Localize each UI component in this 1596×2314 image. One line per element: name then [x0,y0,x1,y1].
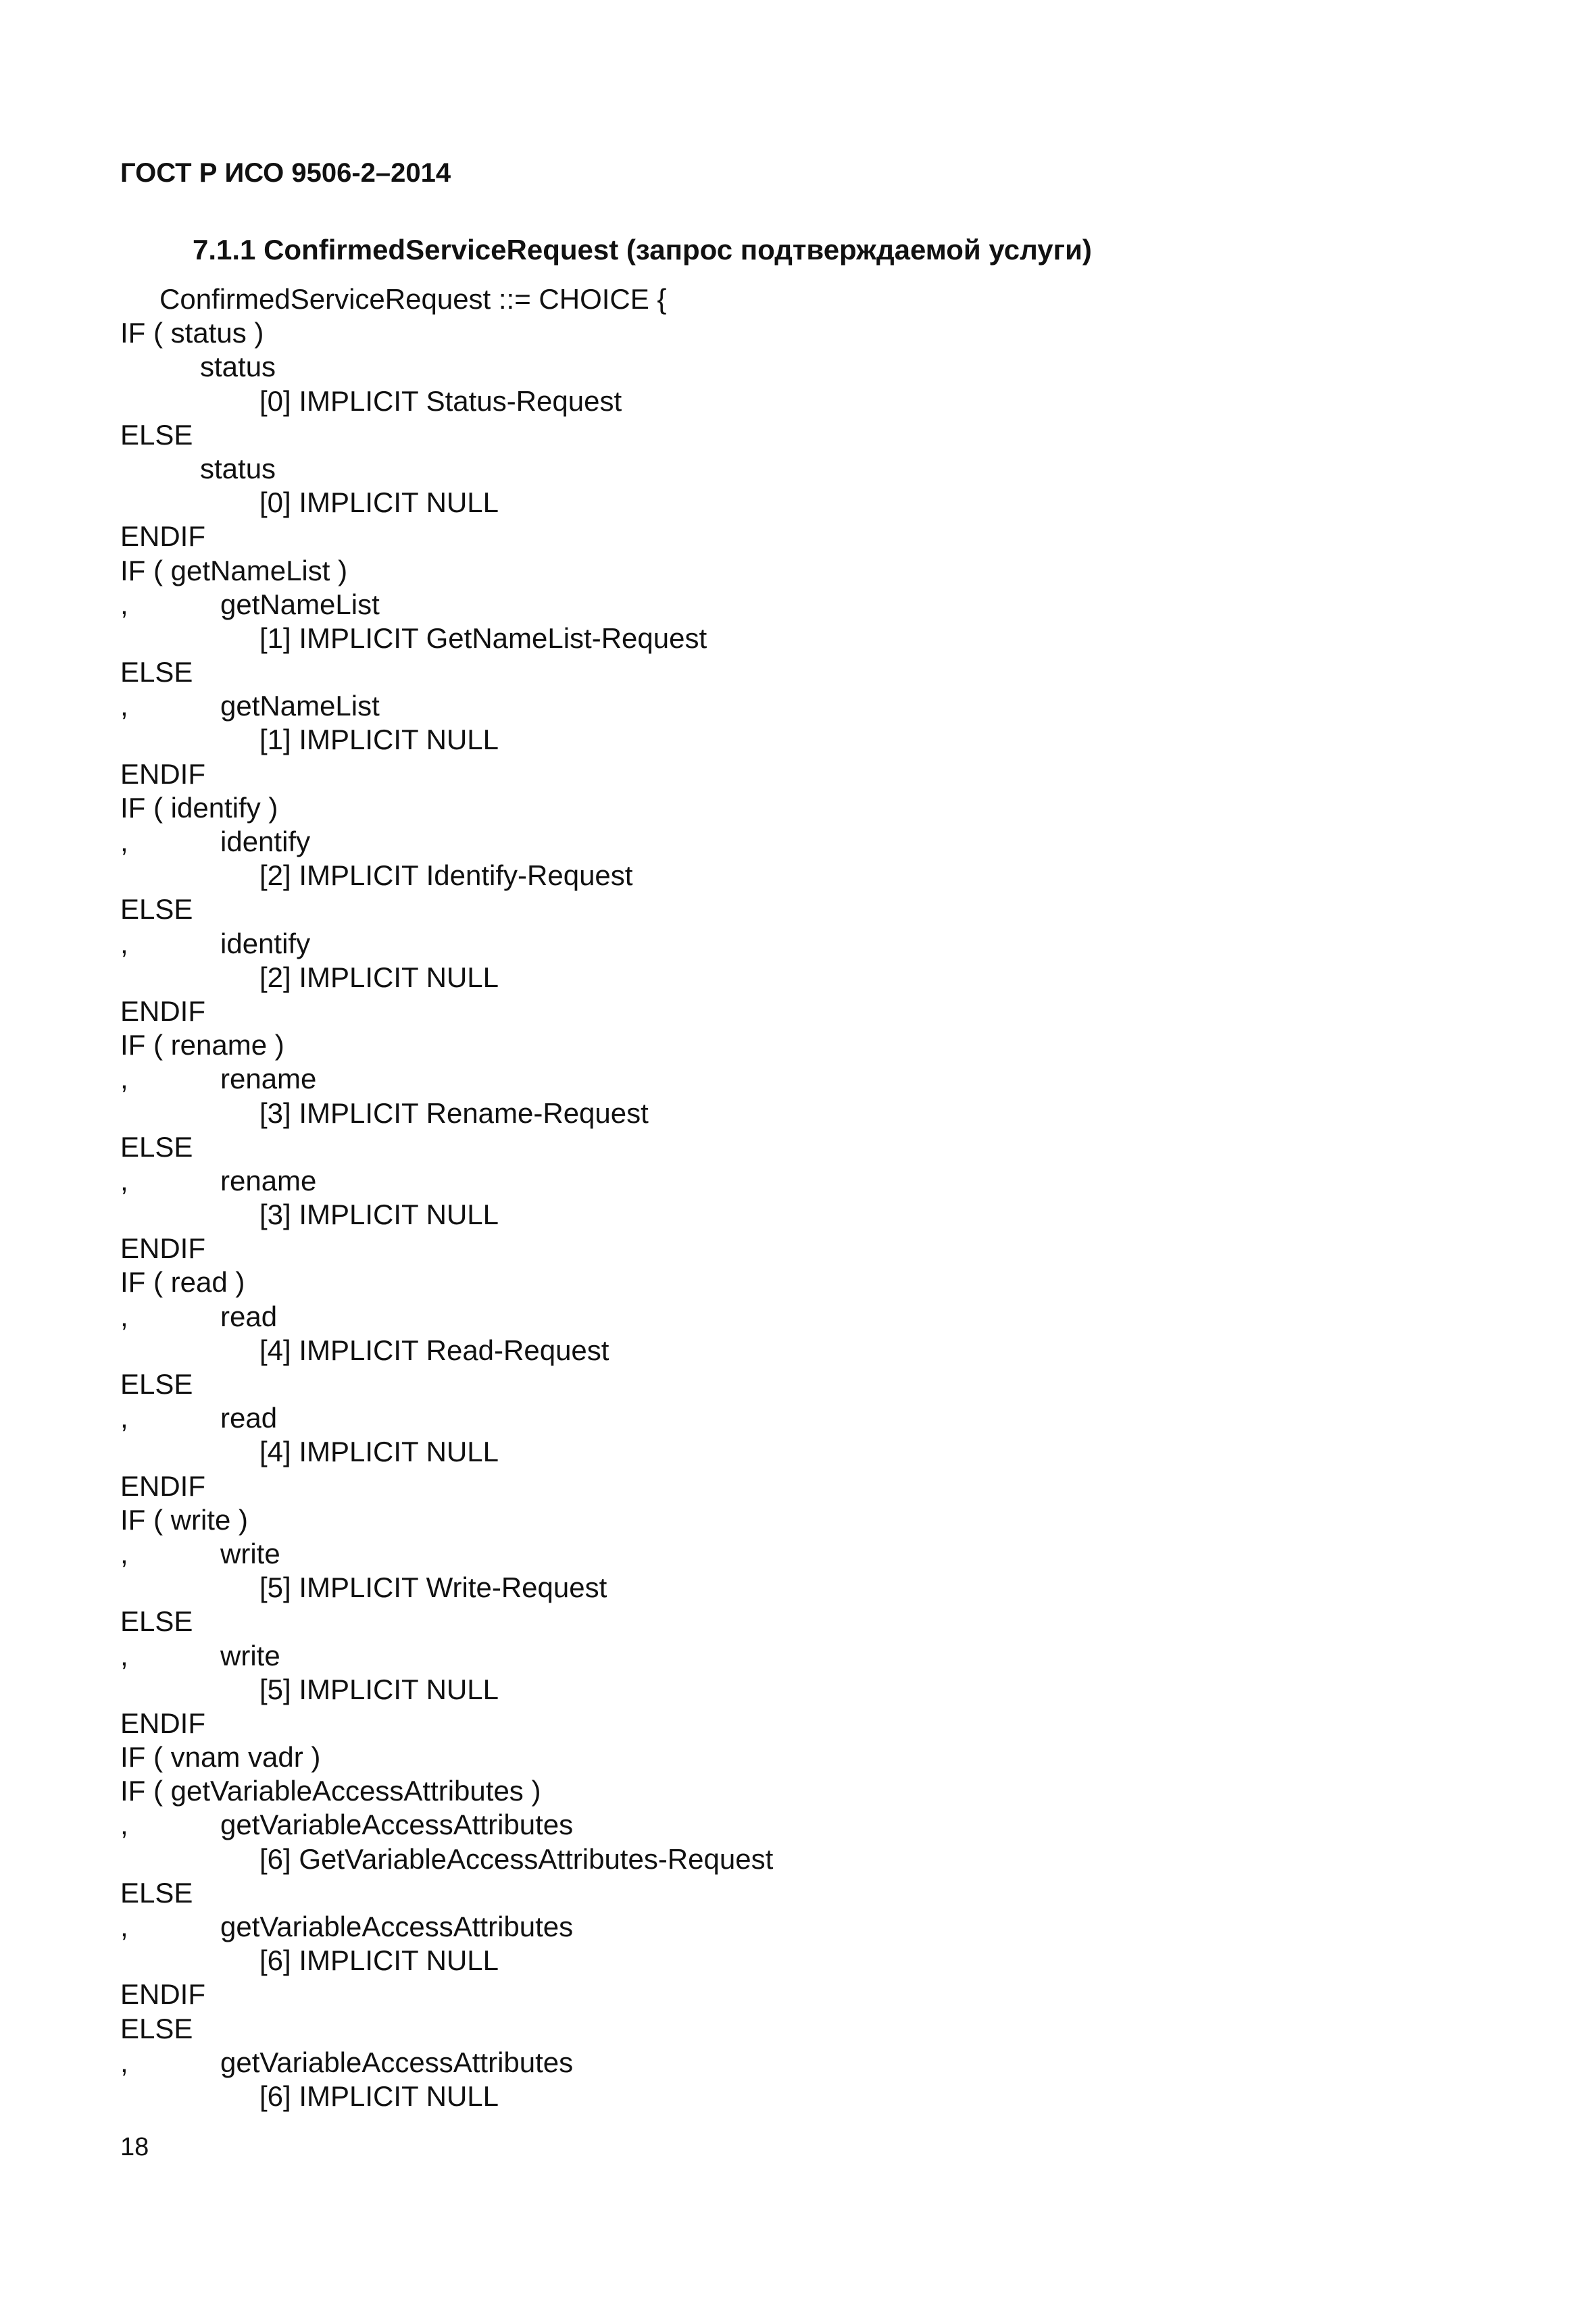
code-line [120,825,1539,859]
code-line [120,1605,1539,1638]
code-line-text: getVariableAccessAttributes [220,1809,574,1841]
code-line [120,757,1539,791]
code-line [120,622,1539,655]
code-line-text: [3] IMPLICIT NULL [259,1199,499,1231]
code-line [120,1028,1539,1062]
code-line [120,418,1539,452]
code-line-text: ELSE [120,656,193,688]
code-line-text: getNameList [220,690,380,722]
code-line-text: IF ( identify ) [120,791,278,824]
code-line [120,1300,1539,1334]
code-line-text: ENDIF [120,1707,205,1739]
code-line-text: rename [220,1164,317,1197]
code-line-text: ENDIF [120,995,205,1027]
code-line [120,316,1539,350]
code-line-text: ELSE [120,418,193,451]
code-line-text: [6] GetVariableAccessAttributes-Request [259,1842,774,1875]
code-line-text: ConfirmedServiceRequest ::= CHOICE { [159,283,667,315]
code-line [120,520,1539,553]
code-line-separator: , [120,690,128,722]
code-line [120,384,1539,418]
code-line [120,1164,1539,1198]
code-line [120,1876,1539,1910]
code-line [120,791,1539,825]
code-line-text: IF ( status ) [120,317,264,349]
code-line-text: ENDIF [120,1469,205,1502]
code-line [120,350,1539,384]
code-line [120,1639,1539,1673]
code-line-separator: , [120,2046,128,2078]
code-line [120,2012,1539,2046]
code-line-text: [2] IMPLICIT NULL [259,961,499,993]
code-line [120,282,1539,316]
code-line [120,1842,1539,1876]
code-line [120,1910,1539,1944]
code-line [120,1401,1539,1435]
code-line-text: status [200,351,276,383]
code-line [120,1469,1539,1503]
document-header: ГОСТ Р ИСО 9506-2–2014 [120,158,451,188]
code-line-text: [2] IMPLICIT Identify-Request [259,859,633,892]
code-line [120,1198,1539,1232]
code-line [120,1740,1539,1774]
code-line-text: write [220,1639,280,1671]
code-line-text: [4] IMPLICIT NULL [259,1436,499,1468]
code-line-separator: , [120,826,128,857]
code-line-text: [0] IMPLICIT NULL [259,486,499,519]
code-line-text: read [220,1300,278,1332]
code-line [120,2080,1539,2113]
code-line [120,1097,1539,1130]
code-line-text: ELSE [120,1130,193,1163]
code-line [120,1978,1539,2011]
code-line [120,486,1539,520]
code-line-text: rename [220,1063,317,1095]
code-line [120,1944,1539,1978]
code-line-text: getVariableAccessAttributes [220,1911,574,1942]
code-line [120,452,1539,486]
code-line-separator: , [120,927,128,959]
code-line-text: ELSE [120,893,193,926]
code-line [120,588,1539,622]
code-line [120,554,1539,588]
code-line-text: [1] IMPLICIT GetNameList-Request [259,622,707,654]
asn1-code-block [120,282,1539,2113]
code-line-text: [4] IMPLICIT Read-Request [259,1334,609,1366]
code-line-text: ELSE [120,1605,193,1638]
code-line-separator: , [120,1402,128,1434]
code-line-text: [6] IMPLICIT NULL [259,2080,499,2112]
code-line [120,1673,1539,1707]
code-line-text: getNameList [220,588,380,620]
code-line-separator: , [120,1300,128,1332]
code-line [120,961,1539,995]
code-line-text: write [220,1537,280,1569]
code-line [120,1707,1539,1740]
page-number: 18 [120,2133,149,2161]
code-line [120,1537,1539,1571]
code-line-text: IF ( read ) [120,1266,245,1299]
code-line [120,655,1539,689]
code-line [120,1232,1539,1265]
code-line-text: [3] IMPLICIT Rename-Request [259,1097,649,1129]
code-line-text: getVariableAccessAttributes [220,2046,574,2078]
code-line-separator: , [120,1063,128,1095]
code-line-text: [0] IMPLICIT Status-Request [259,384,622,417]
code-line [120,1808,1539,1842]
code-line-separator: , [120,1911,128,1942]
code-line-text: status [200,452,276,484]
code-line-separator: , [120,1537,128,1569]
code-line [120,1435,1539,1469]
code-line [120,1367,1539,1401]
code-line-text: [1] IMPLICIT NULL [259,724,499,756]
code-line-text: identify [220,826,311,857]
code-line [120,1265,1539,1299]
code-line-text: ENDIF [120,520,205,553]
code-line-separator: , [120,1809,128,1841]
code-line-separator: , [120,1639,128,1671]
code-line [120,927,1539,961]
code-line-text: [5] IMPLICIT Write-Request [259,1571,607,1604]
code-line-text: ELSE [120,2012,193,2044]
code-line-text: identify [220,927,311,959]
code-line [120,1774,1539,1808]
code-line-text: read [220,1402,278,1434]
code-line-text: IF ( vnam vadr ) [120,1741,321,1774]
code-line [120,892,1539,926]
code-line-text: ELSE [120,1876,193,1909]
code-line [120,1571,1539,1605]
code-line-text: ENDIF [120,757,205,790]
code-line [120,859,1539,892]
code-line [120,2046,1539,2080]
code-line [120,995,1539,1028]
code-line [120,689,1539,723]
section-title: 7.1.1 ConfirmedServiceRequest (запрос подтверждаемой услуги) [193,234,1092,266]
code-line-text: ENDIF [120,1232,205,1265]
code-line-text: [6] IMPLICIT NULL [259,1944,499,1977]
code-line-text: IF ( write ) [120,1503,248,1536]
code-line [120,1334,1539,1367]
code-line-text: ENDIF [120,1978,205,2011]
code-line-text: IF ( rename ) [120,1029,284,1061]
code-line [120,1062,1539,1096]
code-line-separator: , [120,1164,128,1197]
code-line [120,723,1539,757]
code-line [120,1503,1539,1537]
code-line [120,1130,1539,1164]
code-line-separator: , [120,588,128,620]
code-line-text: ELSE [120,1368,193,1400]
code-line-text: [5] IMPLICIT NULL [259,1673,499,1705]
code-line-text: IF ( getVariableAccessAttributes ) [120,1775,541,1807]
code-line-text: IF ( getNameList ) [120,554,348,586]
